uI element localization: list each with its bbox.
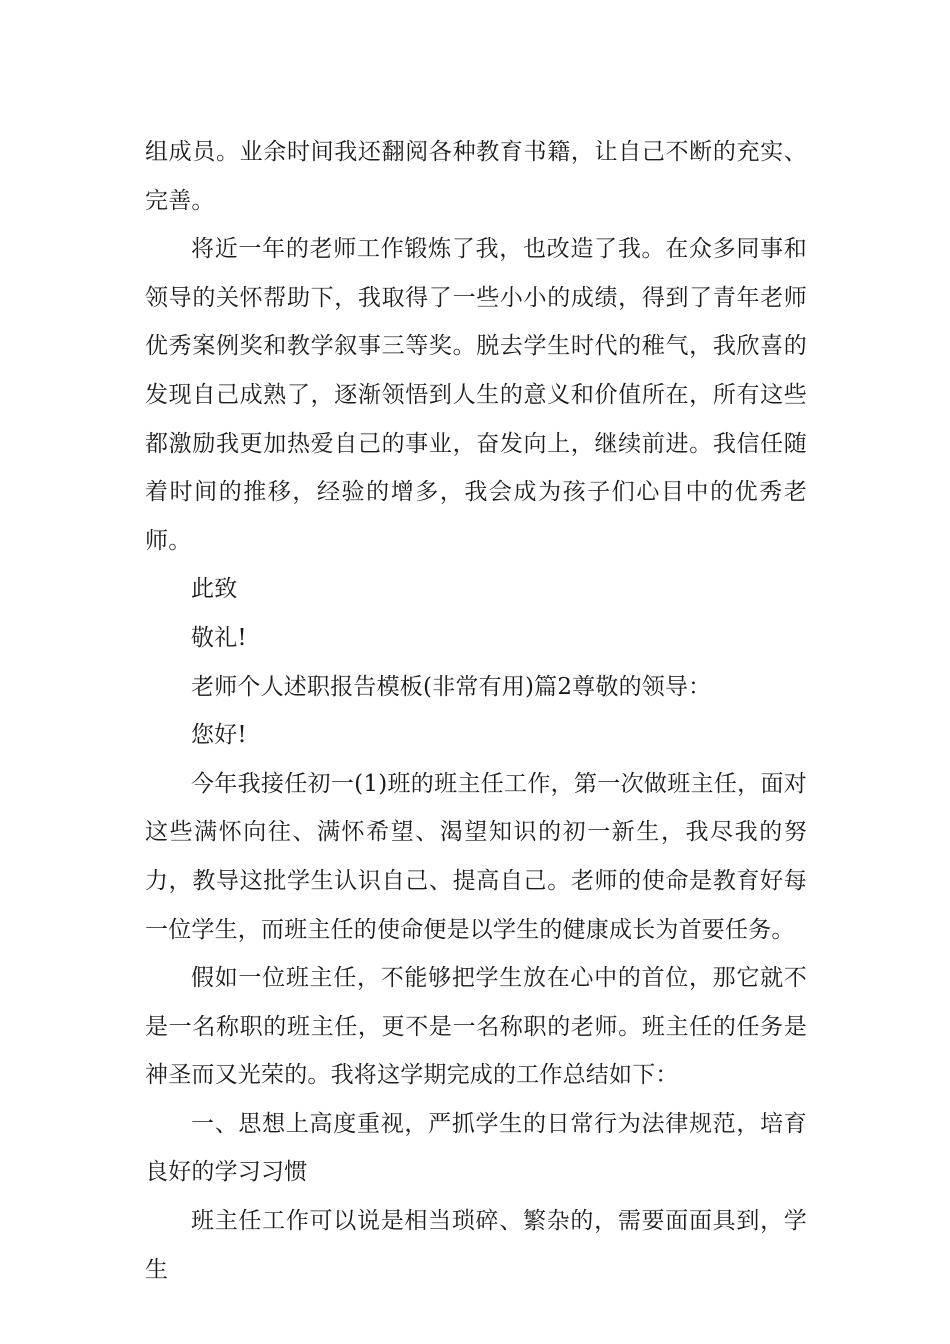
paragraph-greeting: 您好! bbox=[191, 722, 247, 749]
paragraph-2: 将近一年的老师工作锻炼了我，也改造了我。在众多同事和领导的关怀帮助下，我取得了一些小小的成绩，得到了青年老师优秀案例奖和教学叙事三等奖。脱去学生时代的稚气，我欣喜的发现自己成熟了，逐渐领悟到人生的意义和价值所在，所有这些都激励我更加热爱自己的事业，奋发向上，继续前进。我信任随着时间的推移，经验的增多，我会成为孩子们心目中的优秀老师。 bbox=[145, 236, 807, 554]
paragraph-10: 班主任工作可以说是相当琐碎、繁杂的，需要面面具到，学生 bbox=[145, 1208, 807, 1283]
paragraph-9: 一、思想上高度重视，严抓学生的日常行为法律规范，培育良好的学习习惯 bbox=[145, 1110, 807, 1186]
paragraph-8: 假如一位班主任，不能够把学生放在心中的首位，那它就不是一名称职的班主任，更不是一名称职的老师。班主任的任务是神圣而又光荣的。我将这学期完成的工作总结如下： bbox=[145, 965, 807, 1089]
paragraph-1: 组成员。业余时间我还翻阅各种教育书籍，让自己不断的充实、完善。 bbox=[145, 139, 807, 214]
paragraph-closing-salutation: 此致 bbox=[191, 576, 238, 603]
paragraph-section-heading: 老师个人述职报告模板(非常有用)篇2尊敬的领导： bbox=[191, 673, 712, 700]
document-body bbox=[145, 128, 807, 1294]
paragraph-7: 今年我接任初一(1)班的班主任工作，第一次做班主任，面对这些满怀向往、满怀希望、渴望知识的初一新生，我尽我的努力，教导这批学生认识自己、提高自己。老师的使命是教育好每一位学生，而班主任的使命便是以学生的健康成长为首要任务。 bbox=[145, 770, 807, 943]
paragraph-closing-regards: 敬礼! bbox=[191, 624, 247, 651]
